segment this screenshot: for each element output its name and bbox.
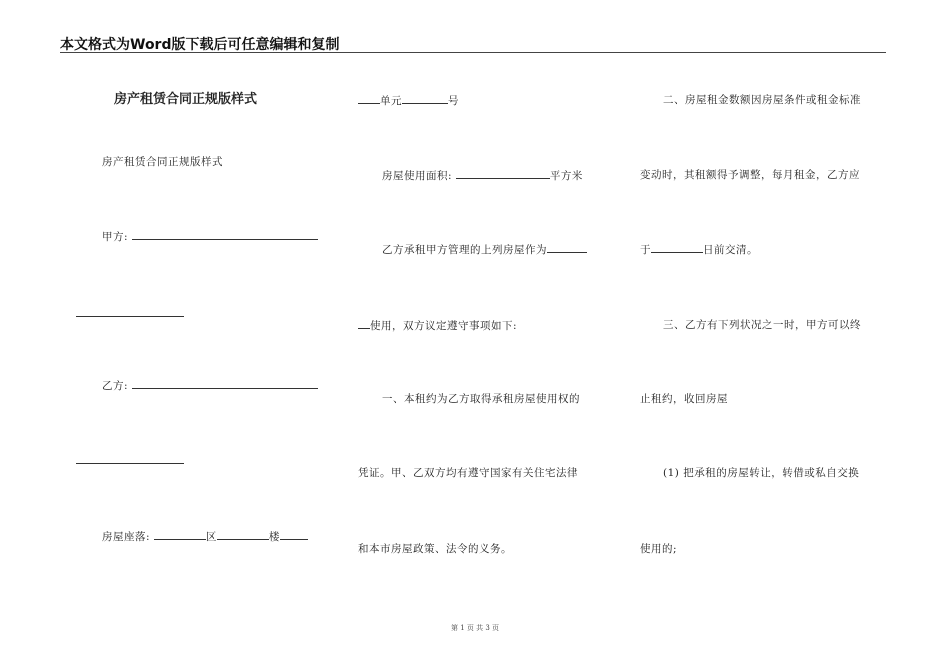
building-blank bbox=[217, 529, 269, 540]
party-b-line bbox=[102, 378, 318, 393]
clause-2-line-2: 变动时，其租额得予调整，每月租金，乙方应 bbox=[640, 169, 860, 181]
district-blank bbox=[154, 529, 206, 540]
party-b-blank-continued bbox=[76, 463, 184, 464]
purpose-blank bbox=[547, 242, 587, 253]
purpose-text: 乙方承租甲方管理的上列房屋作为 bbox=[382, 244, 547, 256]
area-line bbox=[382, 168, 583, 183]
document-title: 房产租赁合同正规版样式 bbox=[114, 92, 258, 107]
agreement-text: 使用，双方议定遵守事项如下: bbox=[370, 320, 518, 332]
district-label: 区 bbox=[205, 531, 217, 543]
party-a-blank-continued bbox=[76, 316, 184, 317]
purpose-line bbox=[382, 242, 587, 257]
unit-label: 单元 bbox=[380, 95, 402, 107]
document-banner: 本文格式为Word版下载后可任意编辑和复制 bbox=[60, 37, 340, 53]
location-label: 房屋座落: bbox=[102, 531, 151, 543]
unit-line bbox=[358, 93, 459, 108]
clause-3-line-1: 三、乙方有下列状况之一时，甲方可以终 bbox=[663, 319, 861, 331]
clause-3-item-1-line-1: (1) 把承租的房屋转让，转借或私自交换 bbox=[663, 467, 860, 479]
clause-3-line-2: 止租约，收回房屋 bbox=[640, 393, 728, 405]
area-unit: 平方米 bbox=[549, 170, 583, 182]
agreement-blank bbox=[358, 318, 370, 329]
clause-1-line-1: 一、本租约为乙方取得承租房屋使用权的 bbox=[382, 393, 580, 405]
banner-divider bbox=[60, 52, 886, 53]
clause-2-line-3 bbox=[640, 242, 758, 257]
party-b-blank bbox=[132, 378, 318, 389]
location-line bbox=[102, 529, 308, 544]
clause-1-line-2: 凭证。甲、乙双方均有遵守国家有关住宅法律 bbox=[358, 467, 578, 479]
area-blank bbox=[456, 168, 550, 179]
page-footer: 第 1 页 共 3 页 bbox=[450, 624, 500, 632]
area-label: 房屋使用面积: bbox=[382, 170, 453, 182]
agreement-line bbox=[358, 318, 517, 333]
party-a-label: 甲方: bbox=[102, 231, 129, 243]
clause-2-line-1: 二、房屋租金数额因房屋条件或租金标准 bbox=[663, 94, 861, 106]
party-a-blank bbox=[132, 229, 318, 240]
party-a-line bbox=[102, 229, 318, 244]
trailing-blank bbox=[280, 529, 308, 540]
clause-3-item-1-line-2: 使用的; bbox=[640, 543, 678, 555]
unit-blank bbox=[358, 93, 380, 104]
payment-prefix: 于 bbox=[640, 244, 651, 256]
payment-suffix: 日前交清。 bbox=[703, 244, 758, 256]
document-subtitle: 房产租赁合同正规版样式 bbox=[102, 156, 223, 168]
clause-1-line-3: 和本市房屋政策、法令的义务。 bbox=[358, 543, 512, 555]
payment-day-blank bbox=[651, 242, 703, 253]
number-label: 号 bbox=[448, 95, 459, 107]
party-b-label: 乙方: bbox=[102, 380, 129, 392]
number-blank bbox=[402, 93, 448, 104]
building-label: 楼 bbox=[268, 531, 280, 543]
